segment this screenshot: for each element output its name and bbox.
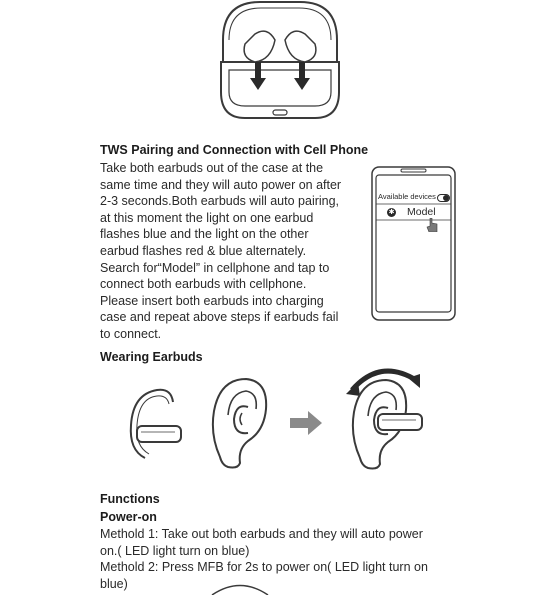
bottom-illustration-partial [210, 580, 270, 595]
ear-illustration [208, 375, 270, 470]
device-model-item[interactable]: Model [407, 206, 436, 218]
bluetooth-icon: ✱ [388, 209, 395, 216]
available-devices-label: Available devices [378, 192, 436, 201]
toggle-icon [437, 194, 450, 202]
charging-case-illustration [215, 0, 345, 122]
right-arrow-icon [290, 409, 324, 437]
power-on-method-1: Methold 1: Take out both earbuds and they will auto power on.( LED light turn on blue) [100, 527, 423, 558]
pairing-instructions: Take both earbuds out of the case at the same time and they will auto power on after 2-3 seconds.Both earbuds will auto pairing, at this moment the light on one earbud flashes blue and the light on the other earbud flashes red & blue alternately. Search for“Model” in cellphone and tap to connect both earbuds with cellphone. Please insert both earbuds into charging case and repeat above steps if earbuds fail to connect. [100, 161, 342, 341]
pairing-title: TWS Pairing and Connection with Cell Phone [100, 143, 369, 157]
functions-title: Functions [100, 492, 160, 506]
earbud-illustration [127, 380, 187, 480]
ear-with-earbud-illustration [346, 360, 426, 472]
wearing-title: Wearing Earbuds [100, 350, 203, 364]
tap-hand-icon [426, 218, 438, 232]
power-on-method-2: Methold 2: Press MFB for 2s to power on( LED light turn on blue) [100, 560, 428, 591]
phone-illustration [371, 166, 456, 321]
power-on-title: Power-on [100, 510, 157, 524]
